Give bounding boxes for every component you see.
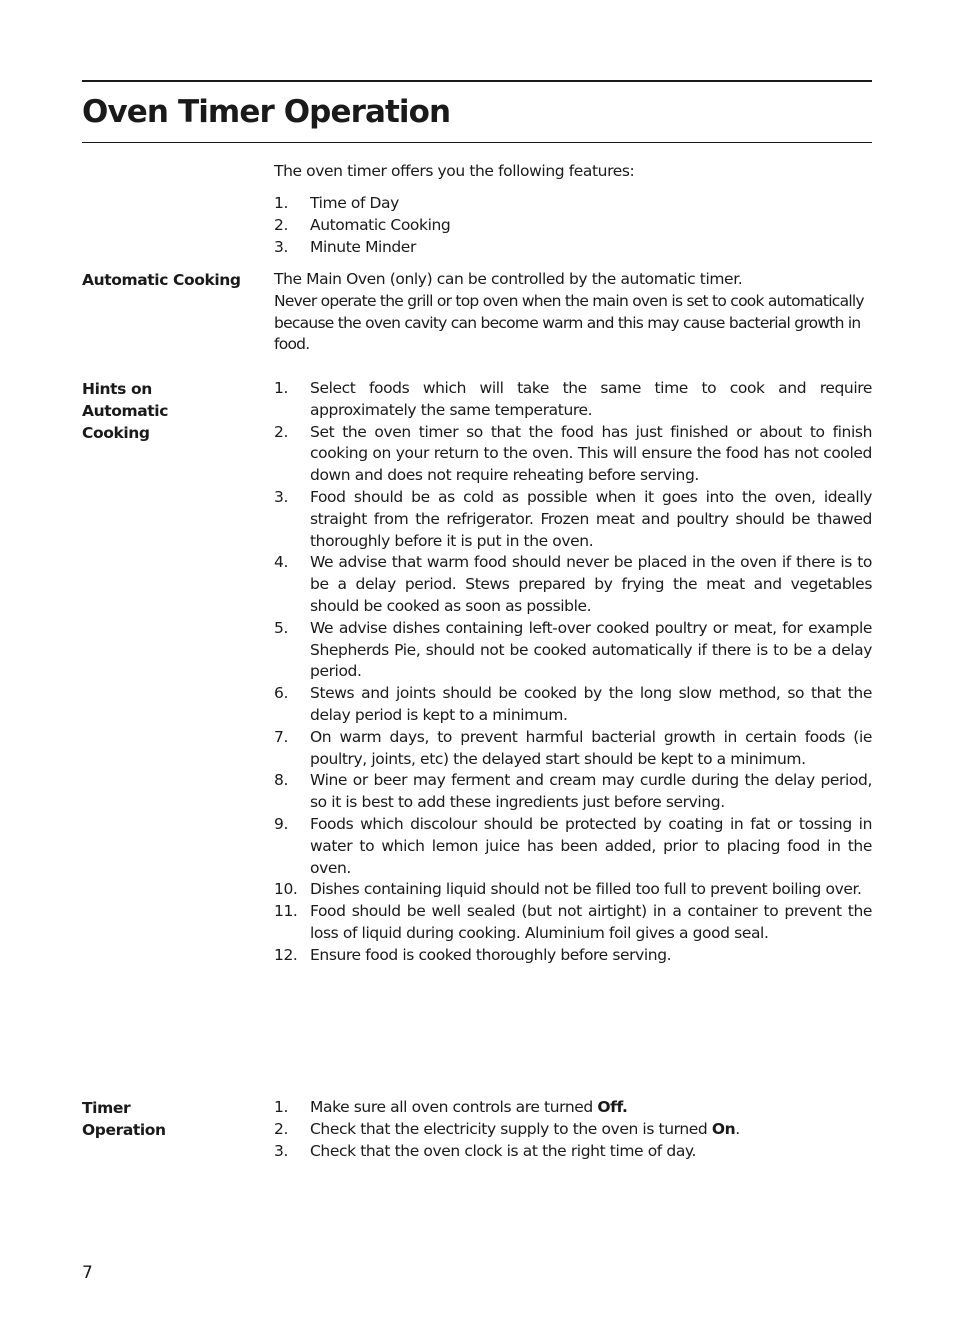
timer-step-text bbox=[310, 1119, 872, 1141]
hint-item bbox=[274, 727, 872, 771]
timer-step-number: 1. bbox=[274, 1098, 288, 1116]
features-list bbox=[274, 193, 872, 258]
timer-step-text-bold: Off. bbox=[597, 1098, 628, 1116]
feature-number: 3. bbox=[274, 237, 288, 256]
hints-label-line: Automatic bbox=[82, 402, 169, 420]
timer-step-text bbox=[310, 1141, 872, 1163]
timer-operation-list bbox=[274, 1097, 872, 1162]
hint-text: Food should be well sealed (but not airtight) in a container to prevent the loss of liquid during cooking. Aluminium foil gives a good seal. bbox=[310, 902, 872, 942]
timer-step-number: 2. bbox=[274, 1119, 288, 1138]
timer-step-text-pre: Make sure all oven controls are turned bbox=[310, 1098, 598, 1116]
hint-text: Wine or beer may ferment and cream may curdle during the delay period, so it is best to add these ingredients just before serving. bbox=[310, 771, 872, 812]
feature-item bbox=[274, 193, 872, 215]
timer-operation-label bbox=[82, 1097, 262, 1141]
feature-item bbox=[274, 215, 872, 237]
hint-number: 3. bbox=[274, 487, 288, 506]
timer-step-item bbox=[274, 1097, 872, 1119]
hints-label-line: Hints on bbox=[82, 380, 152, 398]
hint-item bbox=[274, 901, 872, 945]
hint-item bbox=[274, 378, 872, 422]
timer-step-number: 3. bbox=[274, 1141, 288, 1160]
hint-item bbox=[274, 814, 872, 879]
hint-text: Foods which discolour should be protected by coating in fat or tossing in water to which lemon juice has been added, prior to placing food in the oven. bbox=[310, 814, 872, 877]
hint-text: On warm days, to prevent harmful bacterial growth in certain foods (ie poultry, joints, etc) the delayed start should be kept to a minimum. bbox=[310, 727, 872, 768]
timer-operation-label-line: Timer bbox=[82, 1099, 131, 1117]
hint-item bbox=[274, 422, 872, 487]
timer-operation-label-line: Operation bbox=[82, 1121, 166, 1139]
automatic-cooking-line1: The Main Oven (only) can be controlled by the automatic timer. bbox=[274, 270, 743, 288]
page-number: 7 bbox=[82, 1263, 93, 1283]
hints-label bbox=[82, 378, 262, 444]
automatic-cooking-label: Automatic Cooking bbox=[82, 271, 241, 289]
timer-step-item bbox=[274, 1119, 872, 1141]
hint-number: 8. bbox=[274, 771, 288, 790]
timer-step-text-post: . bbox=[735, 1119, 740, 1138]
feature-text: Automatic Cooking bbox=[310, 215, 451, 234]
hint-number: 12. bbox=[274, 945, 298, 964]
hint-item bbox=[274, 487, 872, 552]
page-title: Oven Timer Operation bbox=[82, 94, 451, 130]
automatic-cooking-text bbox=[274, 269, 872, 356]
hint-text: Dishes containing liquid should not be filled too full to prevent boiling over. bbox=[310, 880, 862, 899]
hint-number: 9. bbox=[274, 814, 288, 833]
feature-number: 1. bbox=[274, 194, 288, 212]
timer-step-text-bold: On bbox=[711, 1119, 736, 1138]
automatic-cooking-line2: Never operate the grill or top oven when the main oven is set to cook automatically because the oven cavity can become warm and this may cause bacterial growth in food. bbox=[274, 291, 864, 354]
hint-item bbox=[274, 770, 872, 814]
header-rule-top bbox=[82, 80, 872, 82]
hint-text: Stews and joints should be cooked by the long slow method, so that the delay period is kept to a minimum. bbox=[310, 684, 872, 724]
feature-item bbox=[274, 237, 872, 259]
hint-number: 4. bbox=[274, 553, 288, 572]
timer-step-text bbox=[310, 1097, 872, 1119]
hint-number: 1. bbox=[274, 379, 288, 397]
hint-number: 7. bbox=[274, 727, 288, 746]
hint-text: Set the oven timer so that the food has just finished or about to finish cooking on your return to the oven. This will ensure the food has not cooled down and does not require reheating before serving. bbox=[310, 422, 872, 485]
hint-number: 11. bbox=[274, 902, 298, 921]
hint-number: 10. bbox=[274, 880, 298, 899]
hint-number: 2. bbox=[274, 422, 288, 441]
hint-text: Ensure food is cooked thoroughly before serving. bbox=[310, 945, 672, 964]
hint-text: We advise that warm food should never be placed in the oven if there is to be a delay period. Stews prepared by frying the meat and vegetables should be cooked as soon as possible. bbox=[310, 553, 872, 615]
hint-text: We advise dishes containing left-over cooked poultry or meat, for example Shepherds Pie, should not be cooked automatically if there is to be a delay period. bbox=[310, 618, 872, 681]
hint-item bbox=[274, 552, 872, 617]
timer-step-text-pre: Check that the oven clock is at the right time of day. bbox=[310, 1141, 697, 1160]
hint-text: Select foods which will take the same time to cook and require approximately the same temperature. bbox=[310, 379, 872, 419]
feature-number: 2. bbox=[274, 215, 288, 234]
hint-item bbox=[274, 879, 872, 901]
hint-item bbox=[274, 683, 872, 727]
timer-step-item bbox=[274, 1141, 872, 1163]
timer-step-text-pre: Check that the electricity supply to the oven is turned bbox=[310, 1119, 712, 1138]
hint-number: 6. bbox=[274, 684, 288, 703]
hint-text: Food should be as cold as possible when it goes into the oven, ideally straight from the refrigerator. Frozen meat and poultry should be thawed thoroughly before it is put in the oven. bbox=[310, 487, 872, 550]
hint-item bbox=[274, 945, 872, 967]
feature-text: Minute Minder bbox=[310, 237, 416, 256]
hints-label-line: Cooking bbox=[82, 424, 150, 442]
feature-text: Time of Day bbox=[310, 194, 399, 212]
intro-text: The oven timer offers you the following features: bbox=[274, 162, 635, 180]
header-rule-bottom bbox=[82, 142, 872, 143]
hint-item bbox=[274, 618, 872, 683]
hints-list bbox=[274, 378, 872, 967]
hint-number: 5. bbox=[274, 618, 288, 637]
